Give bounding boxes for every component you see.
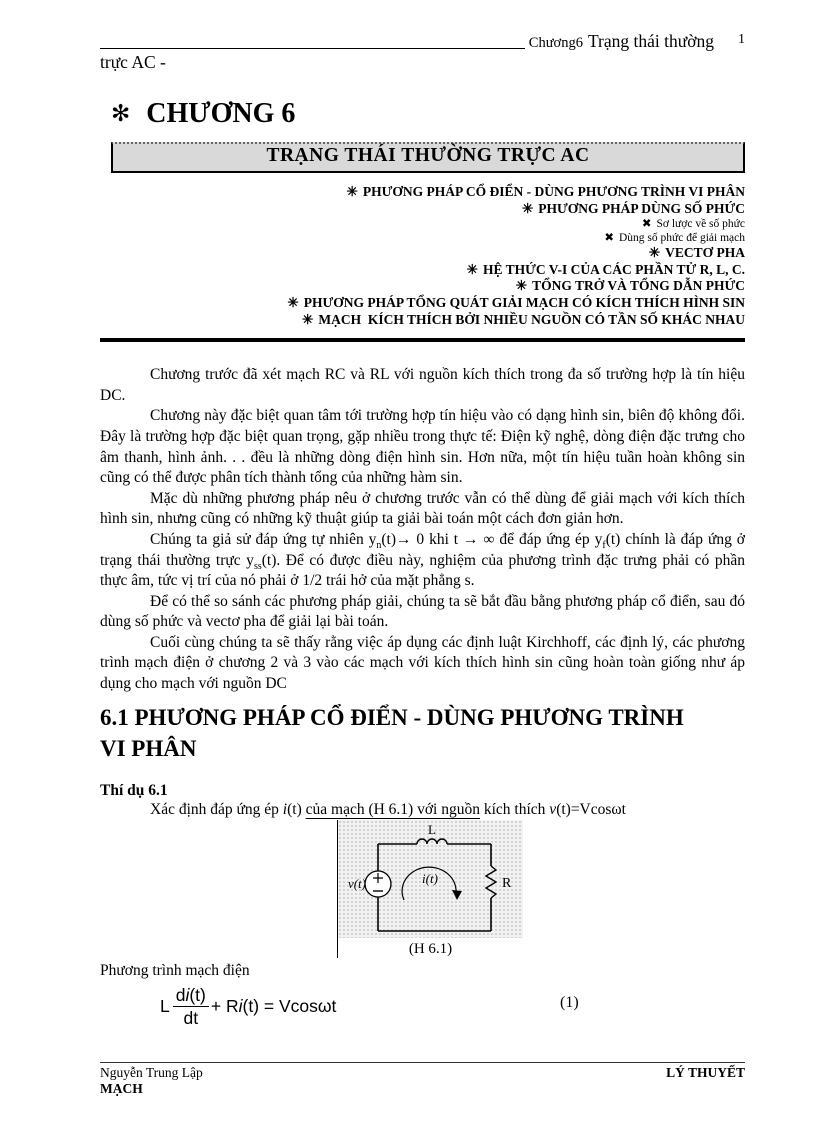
footer-row — [100, 1065, 745, 1081]
fraction-numerator — [173, 985, 209, 1007]
header-page-number: 1 — [738, 32, 745, 47]
topic-item — [100, 278, 745, 295]
equation-rhs: (t) = Vcosωt — [242, 995, 337, 1016]
paragraph-4-text: Chúng ta giả sử đáp ứng tự nhiên y — [150, 530, 377, 548]
paragraph-5: Để có thể so sánh các phương pháp giải, chúng ta sẽ bắt đầu bằng phương pháp cổ điển, sau đó dùng số phức và vectơ pha để giải lại bài toán. — [100, 592, 745, 631]
equation-coefficient: L — [160, 995, 170, 1016]
topic-item — [100, 312, 745, 329]
topic-label: MẠCH KÍCH THÍCH BỞI NHIỀU NGUỒN CÓ TẦN SỐ KHÁC NHAU — [318, 311, 745, 327]
circuit-diagram — [338, 820, 523, 938]
topic-item — [100, 295, 745, 312]
paragraph-4-text: (t). Để có được điều này, nghiệm của phương trình đặc trưng phải có phần thực âm, tức vị trí của nó phải ở 1/2 trái hở của mặt phẳng s. — [100, 551, 745, 590]
subscript-ss: ss — [253, 560, 262, 572]
chapter-banner: TRẠNG THÁI THƯỜNG TRỰC AC — [111, 142, 745, 173]
star-bullet-icon: ✳ — [648, 245, 661, 261]
equation-number: (1) — [560, 994, 579, 1012]
footer-right-title: LÝ THUYẾT — [666, 1065, 745, 1080]
inductor-symbol — [417, 839, 447, 844]
topic-label: TỔNG TRỞ VÀ TỔNG DẪN PHỨC — [532, 278, 745, 294]
asterisk-star-icon: ✻ — [111, 101, 131, 126]
x-bullet-icon: ✖ — [604, 232, 614, 245]
footer-rule-line — [100, 1062, 745, 1063]
topic-label: Sơ lược về số phức — [656, 218, 745, 231]
topic-label: HỆ THỨC V-I CỦA CÁC PHẦN TỬ R, L, C. — [482, 261, 745, 277]
source-label: v(t) — [347, 876, 366, 892]
star-bullet-icon: ✳ — [302, 311, 314, 327]
paragraph-1: Chương trước đã xét mạch RC và RL với nguồn kích thích trong đa số trường hợp là tín hiệu DC. — [100, 366, 745, 404]
star-bullet-icon: ✳ — [521, 200, 534, 216]
header-title-continued: trực AC - — [100, 52, 166, 72]
equation-1 — [160, 982, 745, 1030]
topic-item — [100, 262, 745, 279]
header-rule-line — [100, 48, 525, 49]
topic-label: Dùng số phức để giải mạch — [619, 232, 745, 245]
section-divider-rule — [100, 338, 745, 342]
equation-middle — [211, 996, 337, 1017]
inductor-label: L — [428, 822, 436, 838]
x-bullet-icon: ✖ — [641, 218, 652, 231]
topic-label: PHƯƠNG PHÁP TỔNG QUÁT GIẢI MẠCH CÓ KÍCH THÍCH HÌNH SIN — [303, 294, 745, 310]
topic-label: VECTƠ PHA — [665, 245, 745, 261]
arrowhead-icon — [452, 890, 462, 900]
current-label: i(t) — [422, 871, 438, 887]
rl-circuit-svg — [338, 820, 523, 938]
current-symbol: i — [238, 995, 243, 1016]
chapter-heading — [100, 98, 745, 130]
subscript-n: n — [376, 540, 382, 551]
subscript-f: f — [602, 540, 606, 551]
topic-item — [100, 201, 745, 218]
example-statement — [100, 800, 745, 821]
section-heading: 6.1 PHƯƠNG PHÁP CỔ ĐIỂN - DÙNG PHƯƠNG TRÌNH VI PHÂN — [100, 704, 684, 762]
topic-subitem — [100, 231, 745, 245]
star-bullet-icon: ✳ — [346, 184, 358, 199]
footer-bottom-title: MẠCH — [100, 1081, 143, 1096]
topic-item — [100, 184, 745, 201]
example-label: Thí dụ 6.1 — [100, 781, 168, 799]
differential-d: d — [175, 984, 186, 1005]
example-text: (t) — [287, 800, 306, 818]
equation-intro-label: Phương trình mạch điện — [100, 962, 250, 980]
chapter-heading-title: CHƯƠNG 6 — [146, 98, 296, 129]
paragraph-4-text: (t)→ 0 khi t → ∞ để đáp ứng ép y — [381, 530, 603, 548]
resistor-label: R — [502, 876, 512, 892]
star-bullet-icon: ✳ — [466, 261, 478, 277]
time-argument: (t) — [189, 984, 206, 1005]
voltage-symbol: v — [549, 800, 557, 818]
paragraph-6: Cuối cùng chúng ta sẽ thấy rằng việc áp dụng các định luật Kirchhoff, các định lý, các phương trình mạch điện ở chương 2 và 3 vào các mạch với kích thích hình sin cũng hoàn toàn giống như áp dụng cho mạch với nguồn DC — [100, 633, 745, 693]
topic-label: PHƯƠNG PHÁP DÙNG SỐ PHỨC — [538, 200, 745, 216]
paragraph-2: Chương này đặc biệt quan tâm tới trường hợp tín hiệu vào có dạng hình sin, biên độ không đổi. Đây là trường hợp đặc biệt quan trọng, gặp nhiều trong thực tế: Điện kỹ nghệ, dòng điện đặc trưng cho âm thanh, hình ảnh. . . đều là những dòng điện hình sin. Hơn nữa, một tín hiệu tuần hoàn không sin cũng có thể được phân tích thành tổng của những hàm sin. — [100, 407, 745, 487]
plus-R-term: + R — [210, 995, 239, 1016]
header-chapter-label: Chương6 — [528, 35, 583, 51]
topic-subitem — [100, 217, 745, 231]
topic-item — [100, 245, 745, 262]
paragraph-4-text: (t) chính là đáp ứng ở trạng thái thường trực y — [100, 530, 745, 569]
circuit-figure — [337, 820, 524, 958]
fraction — [173, 985, 209, 1028]
example-text: Xác định đáp ứng ép — [150, 800, 283, 818]
footer-author: Nguyễn Trung Lập — [100, 1065, 203, 1080]
current-symbol: i — [185, 984, 190, 1005]
topics-list — [100, 184, 745, 328]
page-header — [100, 31, 745, 52]
paragraph-4 — [100, 530, 745, 592]
example-text: (t)=Vcosωt — [556, 800, 626, 818]
example-text: kích thích — [479, 800, 550, 818]
current-symbol: i — [282, 800, 288, 818]
topic-label: PHƯƠNG PHÁP CỔ ĐIỂN - DÙNG PHƯƠNG TRÌNH VI PHÂN — [362, 184, 745, 199]
page-content — [100, 0, 745, 1030]
resistor-symbol — [486, 866, 496, 898]
figure-caption: (H 6.1) — [408, 941, 453, 958]
paragraph-3: Mặc dù những phương pháp nêu ở chương trước vẫn có thể dùng để giải mạch với kích thích hình sin, nhưng cũng có những kỹ thuật giúp ta giải bài toán một cách đơn giản hơn. — [100, 489, 745, 528]
example-text-underlined: của mạch (H 6.1) với nguồn — [305, 800, 480, 818]
star-bullet-icon: ✳ — [287, 294, 299, 310]
fraction-denominator: dt — [183, 1007, 199, 1028]
page-footer — [100, 1062, 745, 1097]
header-chapter-title: Trạng thái thường — [587, 31, 714, 51]
star-bullet-icon: ✳ — [515, 278, 528, 294]
intro-paragraphs — [100, 365, 745, 695]
